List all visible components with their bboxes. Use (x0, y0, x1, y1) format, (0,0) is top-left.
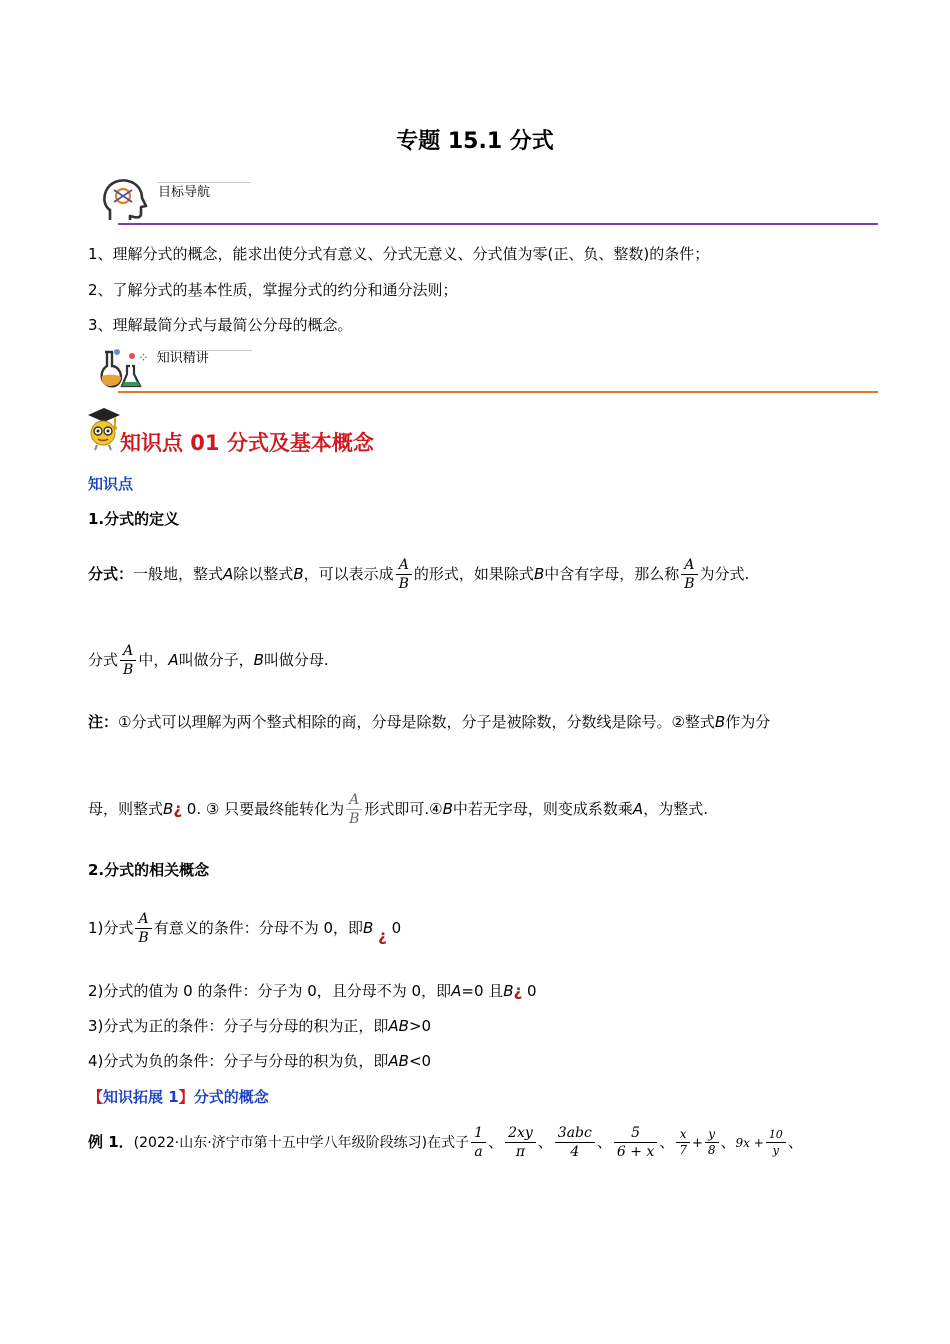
divider (118, 223, 878, 225)
heading: 1.分式的定义 (88, 510, 180, 528)
example-paragraph (88, 1120, 803, 1166)
numerator: A (398, 557, 409, 573)
knowledge-section-text: 知识精讲 (156, 351, 209, 366)
text: 叫做分子， (178, 651, 254, 669)
fraction (676, 1127, 690, 1158)
text: 3)分式为正的条件：分子与分母的积为正，即 (88, 1017, 389, 1035)
text: 母，则整式 (88, 800, 164, 818)
separator: 、 (596, 1133, 612, 1151)
example-source: (2022·山东·济宁市第十五中学八年级阶段练习)在式子 (133, 1135, 470, 1151)
numerator: y (708, 1127, 716, 1141)
text: 2)分式的值为 0 的条件：分子为 0，且分母不为 0，即 (88, 982, 452, 1000)
text: 形式即可.④ (364, 800, 443, 818)
divider (160, 350, 252, 351)
variable: B (442, 800, 453, 818)
not-equal-glyph: ¿ (513, 982, 523, 1000)
note-paragraph (88, 711, 770, 732)
variable: B (503, 982, 514, 1000)
fraction (346, 791, 362, 828)
text: 4)分式为负的条件：分子与分母的积为负，即 (88, 1052, 389, 1070)
concept-item (88, 1015, 431, 1036)
text: 分式 (88, 651, 119, 669)
text: 叫做分母. (263, 651, 329, 669)
example-label: 例 1． (88, 1133, 134, 1151)
numerator: A (138, 911, 149, 927)
numerator: A (684, 557, 695, 573)
text: 中含有字母，那么称 (544, 565, 680, 583)
text: ，为整式. (643, 800, 708, 818)
fraction (505, 1124, 536, 1161)
denominator: π (505, 1142, 536, 1161)
goal-item: 1、理解分式的概念，能求出使分式有意义、分式无意义、分式值为零(正、负、整数)的条件； (88, 245, 710, 263)
variable: A (451, 982, 462, 1000)
variable: A (223, 565, 234, 583)
text: 除以整式 (233, 565, 294, 583)
fraction (555, 1124, 595, 1161)
text: <0 (408, 1052, 432, 1070)
variable: B (253, 651, 264, 669)
variable: B (714, 713, 726, 731)
separator: 、 (787, 1133, 803, 1151)
divider (158, 182, 250, 183)
numerator: 2xy (508, 1125, 533, 1141)
page-title: 专题 15.1 分式 (396, 129, 554, 154)
text: 0 (527, 982, 537, 1000)
text: >0 (408, 1017, 432, 1035)
text: 中， (138, 651, 169, 669)
concept-item (88, 906, 401, 950)
numerator: A (349, 792, 360, 808)
denominator: B (120, 660, 136, 679)
text: 0. ③ 只要最终能转化为 (186, 800, 345, 818)
text: =0 且 (461, 982, 504, 1000)
numerator: 3abc (557, 1125, 592, 1141)
separator: 、 (537, 1133, 553, 1151)
concept-item (88, 980, 537, 1001)
text: 中若无字母，则变成系数乘 (452, 800, 633, 818)
text: 作为分 (725, 713, 771, 731)
not-equal-glyph: ¿ (378, 927, 387, 945)
definition-label: 分式： (88, 565, 134, 583)
mascot-icon (85, 405, 123, 451)
note-continuation (88, 787, 708, 831)
denominator: B (135, 928, 151, 947)
fraction-parts-paragraph (88, 638, 329, 682)
definition-paragraph (88, 552, 749, 596)
bracket: 【 (88, 1088, 104, 1106)
text: 为分式. (699, 565, 750, 583)
sparkle-icon: ⁘ (138, 351, 157, 366)
fraction (135, 910, 151, 947)
denominator: a (471, 1142, 486, 1161)
numerator: 10 (768, 1128, 783, 1141)
variable: AB (388, 1017, 409, 1035)
bracket: 】 (178, 1088, 194, 1106)
variable: A (632, 800, 644, 818)
variable: A (168, 651, 179, 669)
separator: 、 (720, 1133, 736, 1151)
text: 的形式，如果除式 (413, 565, 534, 583)
note-label: 注： (88, 713, 119, 731)
divider (118, 391, 878, 393)
denominator: y (766, 1142, 786, 1158)
separator: 、 (659, 1133, 675, 1151)
text: 1)分式 (88, 919, 134, 937)
variable: B (363, 919, 374, 937)
subheading: 知识点 (88, 475, 134, 493)
text: ，可以表示成 (303, 565, 394, 583)
text: 一般地，整式 (133, 565, 224, 583)
denominator: B (396, 574, 412, 593)
heading: 2.分式的相关概念 (88, 861, 210, 879)
denominator: 4 (555, 1142, 595, 1161)
fraction (705, 1127, 719, 1158)
text: ①分式可以理解为两个整式相除的商，分母是除数，分子是被除数，分数线是除号。②整式 (118, 713, 715, 731)
extension-title: 分式的概念 (193, 1088, 269, 1106)
fraction (614, 1124, 657, 1161)
variable: B (533, 565, 545, 583)
numerator: 5 (631, 1125, 641, 1141)
fraction (681, 556, 697, 593)
text: 有意义的条件：分母不为 0，即 (153, 919, 364, 937)
numerator: A (123, 643, 134, 659)
denominator: B (346, 809, 362, 828)
fraction (120, 642, 136, 679)
not-equal-glyph: ¿ (173, 800, 183, 818)
numerator: 1 (474, 1125, 484, 1141)
numerator: x (679, 1127, 687, 1141)
extension-label: 知识拓展 1 (103, 1088, 179, 1106)
denominator: 7 (676, 1142, 690, 1158)
brain-head-icon (100, 176, 150, 224)
extension-heading (88, 1086, 269, 1107)
variable: AB (388, 1052, 409, 1070)
fraction (471, 1124, 486, 1161)
nav-section-label: 目标导航 (158, 185, 211, 200)
plus-sign: + (691, 1136, 703, 1151)
denominator: 6 + x (614, 1142, 657, 1161)
variable: B (293, 565, 304, 583)
denominator: 8 (705, 1142, 719, 1158)
expression: 9x + (735, 1136, 764, 1150)
fraction (396, 556, 412, 593)
fraction (766, 1127, 786, 1158)
text: 0 (391, 919, 402, 937)
variable: B (163, 800, 174, 818)
concept-item (88, 1050, 431, 1071)
knowledge-point-title: 知识点 01 分式及基本概念 (120, 431, 374, 455)
goal-item: 3、理解最简分式与最简公分母的概念。 (88, 316, 353, 334)
goal-item: 2、了解分式的基本性质，掌握分式的约分和通分法则； (88, 281, 458, 299)
separator: 、 (488, 1133, 504, 1151)
denominator: B (681, 574, 697, 593)
